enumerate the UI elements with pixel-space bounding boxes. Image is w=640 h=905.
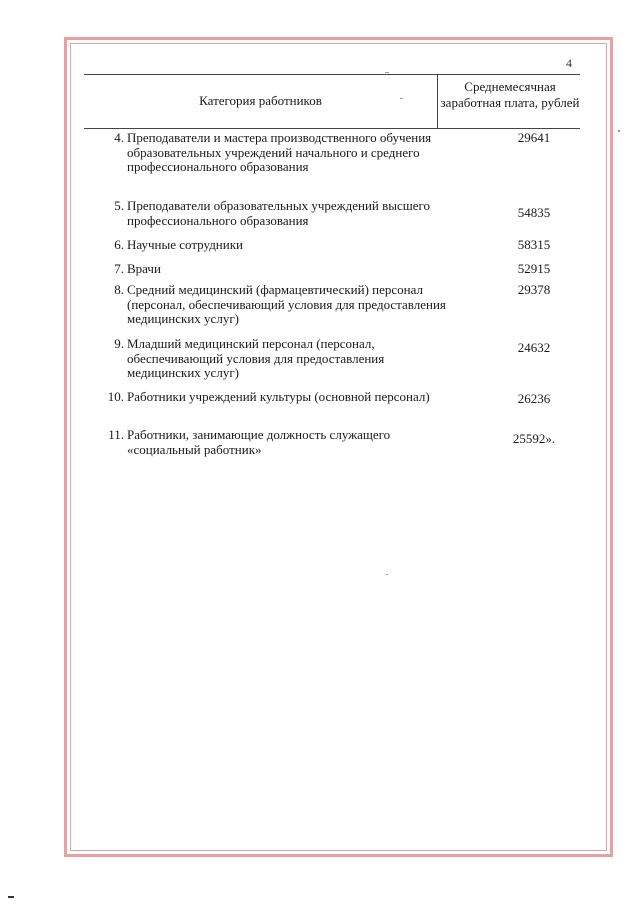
row-salary: 26236 [517, 391, 551, 406]
page-number: 4 [566, 56, 572, 70]
scan-speck [8, 896, 14, 898]
row-number: 7. [114, 261, 124, 276]
scan-speck [618, 130, 620, 132]
row-number: 8. [114, 282, 124, 297]
row-category: Младший медицинский персонал (персонал, обеспечивающий условия для предоставления медицинских услуг) [127, 336, 385, 380]
table-header-divider [437, 74, 438, 128]
row-category: Работники учреждений культуры (основной персонал) [127, 389, 430, 404]
row-category: Преподаватели и мастера производственного обучения образовательных учреждений начального и среднего профессионального образования [127, 130, 432, 174]
row-number: 9. [114, 336, 124, 351]
row-number: 4. [114, 130, 124, 145]
row-salary: 29378 [517, 282, 551, 297]
row-number: 5. [114, 198, 124, 213]
row-salary: 25592». [512, 431, 556, 446]
row-salary: 58315 [517, 237, 551, 252]
column-header-salary: Среднемесячная заработная плата, рублей [440, 79, 580, 110]
row-salary: 54835 [517, 205, 551, 220]
row-category: Врачи [127, 261, 161, 276]
table-header-rule [84, 128, 580, 129]
scan-speck [400, 98, 403, 99]
row-salary: 52915 [517, 261, 551, 276]
row-category: Средний медицинский (фармацевтический) персонал (персонал, обеспечивающий условия для предоставления медицинских услуг) [127, 282, 446, 326]
scan-speck [386, 574, 388, 575]
row-category: Работники, занимающие должность служащего «социальный работник» [127, 427, 391, 457]
row-number: 10. [107, 389, 124, 404]
table-top-rule [84, 74, 580, 75]
row-number: 11. [108, 427, 124, 442]
row-category: Преподаватели образовательных учреждений высшего профессионального образования [127, 198, 431, 228]
row-salary: 29641 [517, 130, 551, 145]
column-header-category: Категория работников [199, 93, 322, 108]
row-category: Научные сотрудники [127, 237, 243, 252]
scan-speck [385, 72, 389, 73]
row-salary: 24632 [517, 340, 551, 355]
row-number: 6. [114, 237, 124, 252]
